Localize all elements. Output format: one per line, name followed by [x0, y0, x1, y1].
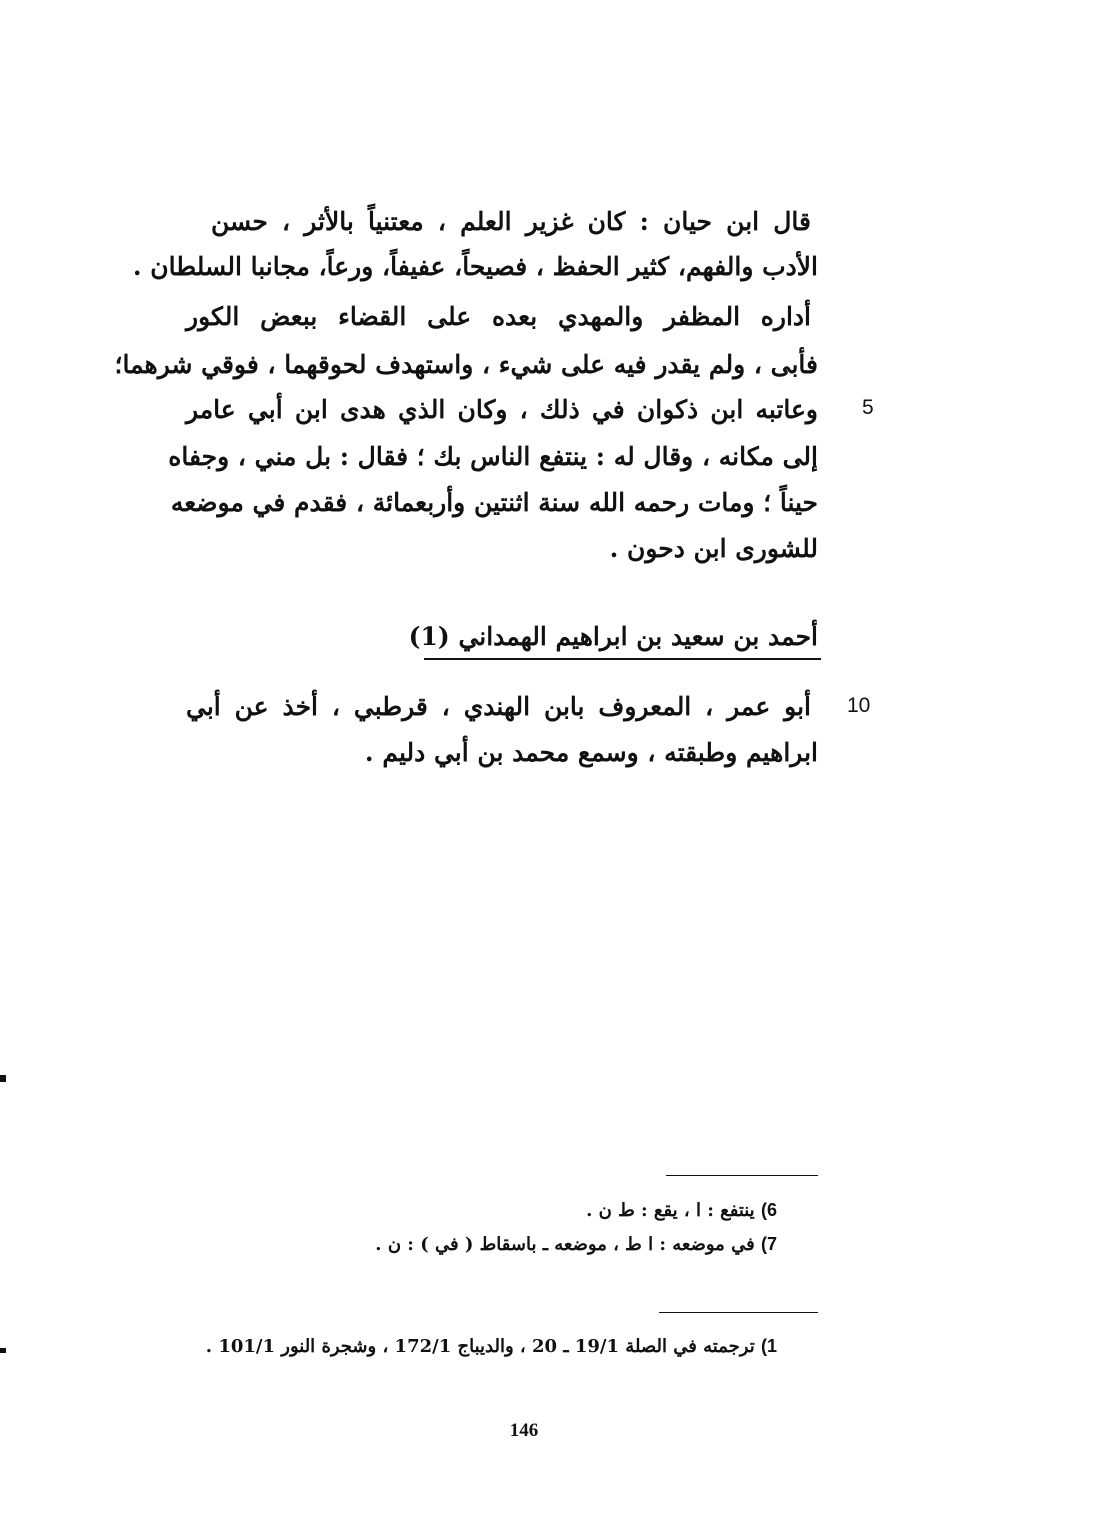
source-note	[206, 1333, 777, 1360]
entry-heading: أحمد بن سعيد بن ابراهيم الهمداني (1)	[408, 622, 818, 651]
body-line: للشورى ابن دحون .	[609, 534, 818, 563]
heading-underline	[424, 658, 821, 660]
entry-line: أبو عمر ، المعروف بابن الهندي ، قرطبي ، أخذ عن أبي	[186, 692, 811, 721]
note-text: ترجمته في الصلة 19/1 ـ 20 ، والديباج 172/1 ، وشجرة النور 101/1 .	[205, 1336, 755, 1357]
note-number: 7)	[760, 1234, 777, 1254]
body-line: وعاتبه ابن ذكوان في ذلك ، وكان الذي هدى ابن أبي عامر	[186, 395, 818, 424]
line-number: 10	[847, 694, 871, 717]
note-text: في موضعه : ا ط ، موضعه ـ باسقاط ( في ) : ن .	[375, 1234, 755, 1255]
variant-note	[375, 1231, 777, 1258]
body-line: قال ابن حيان : كان غزير العلم ، معتنياً بالأثر ، حسن	[211, 207, 811, 236]
note-number: 1)	[760, 1336, 777, 1356]
page-number: 146	[509, 1420, 539, 1441]
body-line: إلى مكانه ، وقال له : ينتفع الناس بك ؛ فقال : بل مني ، وجفاه	[168, 442, 818, 471]
body-line: حيناً ؛ ومات رحمه الله سنة اثنتين وأربعمائة ، فقدم في موضعه	[170, 488, 818, 517]
footnote-separator	[659, 1312, 818, 1313]
scan-mark	[0, 1348, 6, 1353]
variant-note	[586, 1197, 777, 1224]
body-line: فأبى ، ولم يقدر فيه على شيء ، واستهدف لحوقهما ، فوقي شرهما؛	[114, 350, 818, 379]
note-number: 6)	[760, 1200, 777, 1220]
note-text: ينتفع : ا ، يقع : ط ن .	[586, 1200, 755, 1221]
body-line: الأدب والفهم، كثير الحفظ ، فصيحاً، عفيفاً، ورعاً، مجانبا السلطان .	[132, 252, 818, 281]
body-line: أداره المظفر والمهدي بعده على القضاء ببعض الكور	[186, 302, 811, 331]
scan-mark	[0, 1075, 6, 1082]
entry-line: ابراهيم وطبقته ، وسمع محمد بن أبي دليم .	[364, 738, 818, 767]
footnote-separator	[666, 1175, 818, 1176]
line-number: 5	[862, 396, 874, 419]
